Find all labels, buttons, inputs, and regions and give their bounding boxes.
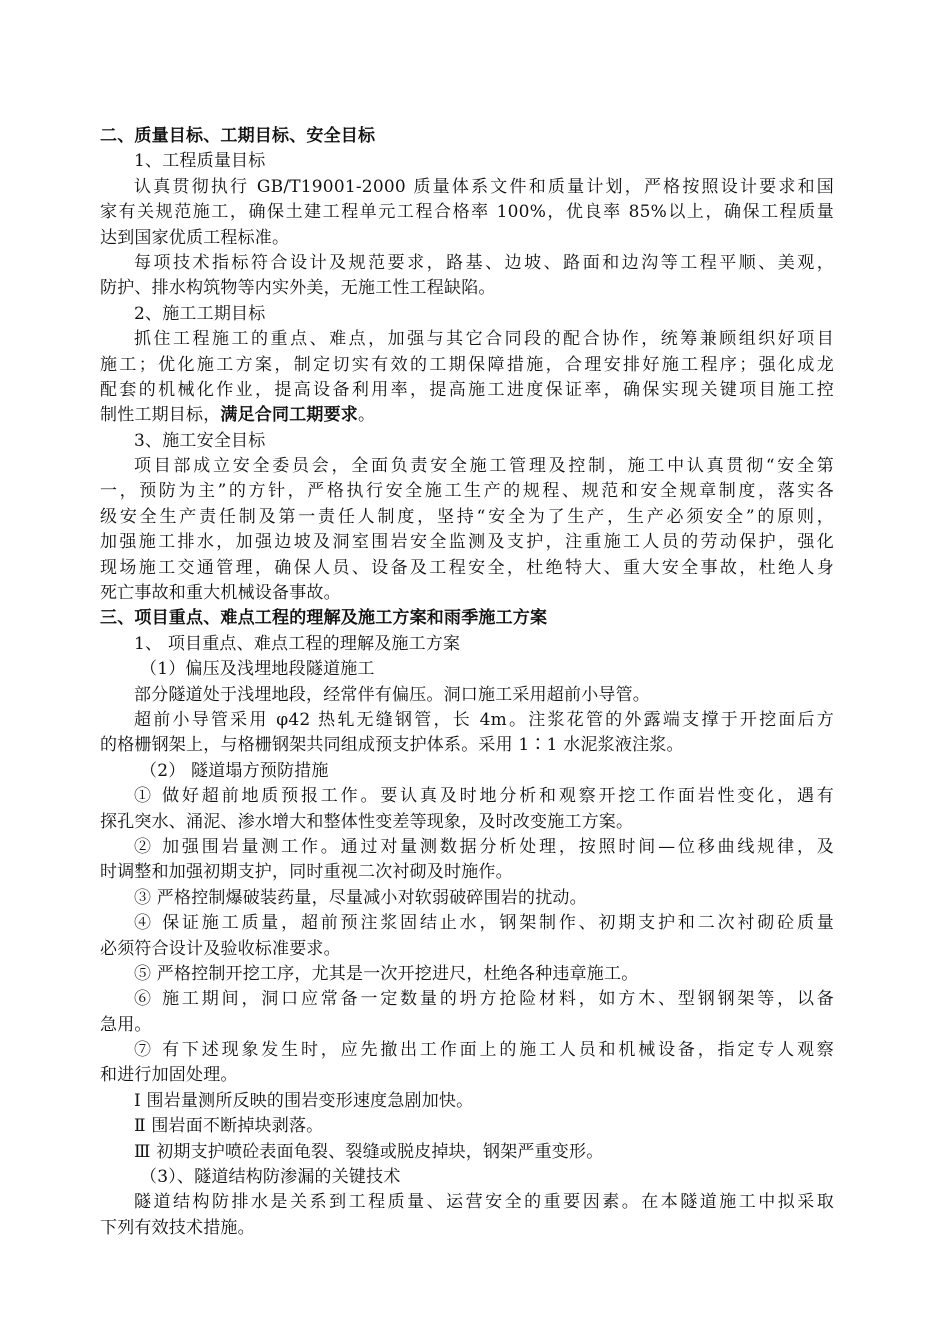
paragraph-text: 。 [358,405,376,426]
paragraph-line: 抓住工程施工的重点、难点，加强与其它合同段的配合协作，统筹兼顾组织好项目 [134,329,834,350]
paragraph-line: 每项技术指标符合设计及规范要求，路基、边坡、路面和边沟等工程平顺、美观， [134,252,834,273]
paragraph-line: 一，预防为主”的方针，严格执行安全施工生产的规程、规范和安全规章制度，落实各 [100,481,834,502]
item-title-waterproofing: （3）、隧道结构防渗漏的关键技术 [140,1167,401,1188]
measure-line: 和进行加固处理。 [100,1065,238,1086]
measure-line: 急用。 [100,1014,152,1035]
paragraph-line: 家有关规范施工，确保土建工程单元工程合格率 100%，优良率 85%以上，确保工程质量 [100,202,834,223]
subheading-safety-target: 3、施工安全目标 [134,430,266,451]
measure-line: ⑤ 严格控制开挖工序，尤其是一次开挖进尺，杜绝各种违章施工。 [134,963,639,984]
item-title-collapse-prevention: （2） 隧道塌方预防措施 [140,760,329,781]
paragraph-line: 死亡事故和重大机械设备事故。 [100,583,341,604]
subheading-key-works: 1、 项目重点、难点工程的理解及施工方案 [134,633,461,654]
bold-emphasis: 满足合同工期要求 [220,405,359,426]
paragraph-line: 部分隧道处于浅埋地段，经常伴有偏压。洞口施工采用超前小导管。 [134,684,650,705]
measure-line: ⑦ 有下述现象发生时，应先撤出工作面上的施工人员和机械设备，指定专人观察 [134,1040,834,1061]
subheading-schedule-target: 2、施工工期目标 [134,303,266,324]
paragraph-line: 隧道结构防排水是关系到工程质量、运营安全的重要因素。在本隧道施工中拟采取 [134,1192,834,1213]
measure-line: ③ 严格控制爆破装药量，尽量减小对软弱破碎围岩的扰动。 [134,887,587,908]
paragraph-text: 制性工期目标， [100,405,221,426]
roman-item: Ⅰ 围岩量测所反映的围岩变形速度急剧加快。 [134,1090,474,1111]
paragraph-line: 下列有效技术措施。 [100,1217,255,1238]
measure-line: 必须符合设计及验收标准要求。 [100,938,341,959]
paragraph-line: 超前小导管采用 φ42 热轧无缝钢管，长 4m。注浆花管的外露端支撑于开挖面后方 [134,709,834,730]
paragraph-line: 配套的机械化作业，提高设备利用率，提高施工进度保证率，确保实现关键项目施工控 [100,379,834,400]
paragraph-line: 加强施工排水，加强边坡及洞室围岩安全监测及支护，注重施工人员的劳动保护，强化 [100,532,834,553]
section-heading-key-works: 三、项目重点、难点工程的理解及施工方案和雨季施工方案 [100,608,548,629]
measure-line: ④ 保证施工质量，超前预注浆固结止水，钢架制作、初期支护和二次衬砌砼质量 [134,913,834,934]
measure-line: 时调整和加强初期支护，同时重视二次衬砌及时施作。 [100,862,513,883]
document-page [100,124,834,1241]
paragraph-line: 认真贯彻执行 GB/T19001-2000 质量体系文件和质量计划，严格按照设计要求和国 [134,176,834,197]
measure-line: ① 做好超前地质预报工作。要认真及时地分析和观察开挖工作面岩性变化，遇有 [134,786,834,807]
paragraph-line: 现场施工交通管理，确保人员、设备及工程安全，杜绝特大、重大安全事故，杜绝人身 [100,557,834,578]
roman-item: Ⅲ 初期支护喷砼表面龟裂、裂缝或脱皮掉块，钢架严重变形。 [134,1141,604,1162]
paragraph-line: 防护、排水构筑物等内实外美，无施工性工程缺陷。 [100,278,496,299]
section-heading-targets: 二、质量目标、工期目标、安全目标 [100,126,376,146]
paragraph-line: 级安全生产责任制及第一责任人制度，坚持“安全为了生产，生产必须安全”的原则， [100,506,834,527]
paragraph-line: 施工；优化施工方案，制定切实有效的工期保障措施，合理安排好施工程序；强化成龙 [100,354,834,375]
paragraph-line: 达到国家优质工程标准。 [100,227,290,248]
paragraph-line: 的格栅钢架上，与格栅钢架共同组成预支护体系。采用 1∶1 水泥浆液注浆。 [100,735,684,756]
roman-item: Ⅱ 围岩面不断掉块剥落。 [134,1116,324,1137]
item-title-shallow-tunnel: （1）偏压及浅埋地段隧道施工 [140,659,375,680]
subheading-quality-target: 1、工程质量目标 [134,151,266,172]
measure-line: ⑥ 施工期间，洞口应常备一定数量的坍方抢险材料，如方木、型钢钢架等，以备 [134,989,834,1010]
measure-line: 探孔突水、涌泥、渗水增大和整体性变差等现象，及时改变施工方案。 [100,811,634,832]
paragraph-line [100,403,834,428]
measure-line: ② 加强围岩量测工作。通过对量测数据分析处理，按照时间—位移曲线规律，及 [134,836,834,857]
paragraph-line: 项目部成立安全委员会，全面负责安全施工管理及控制，施工中认真贯彻“安全第 [134,456,834,477]
